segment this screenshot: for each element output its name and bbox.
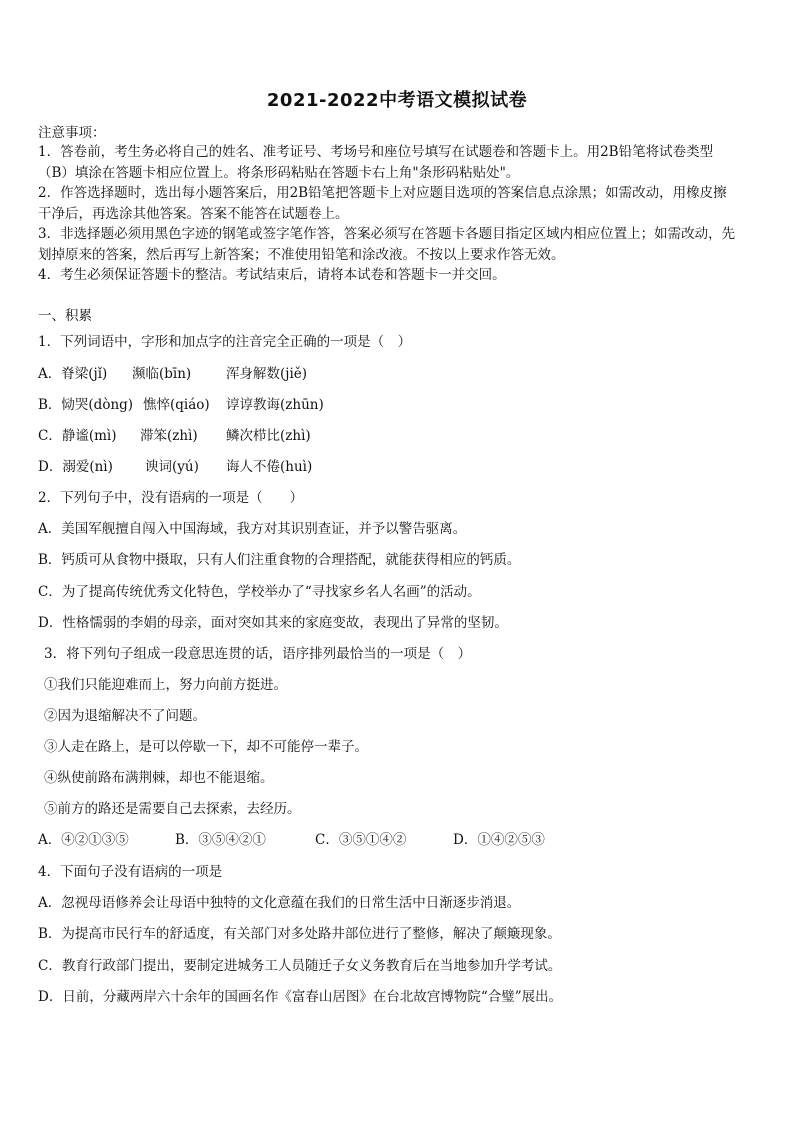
question-4-stem: 4．下面句子没有语病的一项是 [38, 864, 223, 880]
notice-heading: 注意事项： [38, 125, 106, 141]
q2-option-b: B．钙质可从食物中摄取，只有人们注重食物的合理搭配，就能获得相应的钙质。 [38, 552, 521, 568]
notice-line: （B）填涂在答题卡相应位置上。将条形码粘贴在答题卡右上角"条形码粘贴处"。 [38, 165, 520, 181]
q1-option-item: C．静谧(mì) [38, 428, 117, 444]
q1-option-item: B．恸哭(dòng) [38, 397, 134, 413]
question-1-stem: 1．下列词语中，字形和加点字的注音完全正确的一项是（ ） [38, 334, 412, 350]
q1-option-item: D．溺爱(nì) [38, 459, 113, 475]
q4-option-b: B．为提高市民行车的舒适度，有关部门对多处路井部位进行了整修，解决了颠簸现象。 [38, 926, 561, 942]
q1-option-item: 谆谆教诲(zhūn) [226, 397, 324, 413]
q1-option-item: 诲人不倦(huì) [226, 459, 313, 475]
question-3-stem: 3．将下列句子组成一段意思连贯的话，语序排列最恰当的一项是（ ） [44, 646, 472, 662]
q1-option-d [38, 458, 312, 476]
q1-option-a [38, 365, 307, 383]
q3-option-b: B．③⑤④②① [175, 832, 266, 848]
q1-option-item: 憔悴(qiáo) [143, 397, 210, 413]
q3-option-a: A．④②①③⑤ [38, 832, 129, 848]
q4-option-a: A．忽视母语修养会让母语中独特的文化意蕴在我们的日常生活中日渐逐步消退。 [38, 895, 521, 911]
page-title: 2021-2022中考语文模拟试卷 [266, 90, 528, 111]
q1-option-item: A．脊梁(jǐ) [38, 366, 108, 382]
q3-sentence: ④纵使前路布满荆棘，却也不能退缩。 [44, 770, 274, 786]
q3-sentence: ①我们只能迎难而上，努力向前方挺进。 [44, 677, 287, 693]
q1-option-item: 浑身解数(jiě) [226, 366, 308, 382]
q3-sentence: ⑤前方的路还是需要自己去探索，去经历。 [44, 801, 301, 817]
q2-option-d: D．性格懦弱的李娟的母亲，面对突如其来的家庭变故，表现出了异常的坚韧。 [38, 615, 508, 631]
q4-option-d: D．日前，分藏两岸六十余年的国画名作《富春山居图》在台北故宫博物院“合璧”展出。 [38, 989, 563, 1005]
notice-line: 划掉原来的答案，然后再写上新答案；不准使用铅笔和涂改液。不按以上要求作答无效。 [38, 247, 565, 263]
question-2-stem: 2．下列句子中，没有语病的一项是（ ） [38, 490, 304, 506]
q2-option-a: A．美国军舰擅自闯入中国海域，我方对其识别查证，并予以警告驱离。 [38, 521, 467, 537]
q1-option-item: 鳞次栉比(zhì) [226, 428, 311, 444]
q1-option-item: 滞笨(zhì) [140, 428, 198, 444]
notice-line: 1．答卷前，考生务必将自己的姓名、准考证号、考场号和座位号填写在试题卷和答题卡上。用2B铅笔将试卷类型 [38, 144, 714, 160]
section-heading: 一、积累 [38, 308, 92, 324]
notice-line: 3．非选择题必须用黑色字迹的钢笔或签字笔作答，答案必须写在答题卡各题目指定区域内相应位置上；如需改动，先 [38, 226, 736, 242]
q1-option-item: 谀词(yú) [145, 459, 199, 475]
q3-option-c: C．③⑤①④② [315, 832, 407, 848]
q3-sentence: ②因为退缩解决不了问题。 [44, 708, 206, 724]
notice-line: 干净后，再选涂其他答案。答案不能答在试题卷上。 [38, 206, 349, 222]
notice-line: 4．考生必须保证答题卡的整洁。考试结束后，请将本试卷和答题卡一并交回。 [38, 267, 506, 283]
notice-line: 2．作答选择题时，选出每小题答案后，用2B铅笔把答题卡上对应题目选项的答案信息点涂黑；如需改动，用橡皮擦 [38, 185, 727, 201]
q4-option-c: C．教育行政部门提出，要制定进城务工人员随迁子女义务教育后在当地参加升学考试。 [38, 958, 562, 974]
q1-option-c [38, 427, 311, 445]
q3-options [38, 831, 545, 849]
q1-option-item: 濒临(bīn) [132, 366, 192, 382]
q1-option-b [38, 396, 324, 414]
q3-option-d: D．①④②⑤③ [453, 832, 545, 848]
q3-sentence: ③人走在路上，是可以停歇一下，却不可能停一辈子。 [44, 739, 368, 755]
q2-option-c: C．为了提高传统优秀文化特色，学校举办了“寻找家乡名人名画”的活动。 [38, 584, 481, 600]
